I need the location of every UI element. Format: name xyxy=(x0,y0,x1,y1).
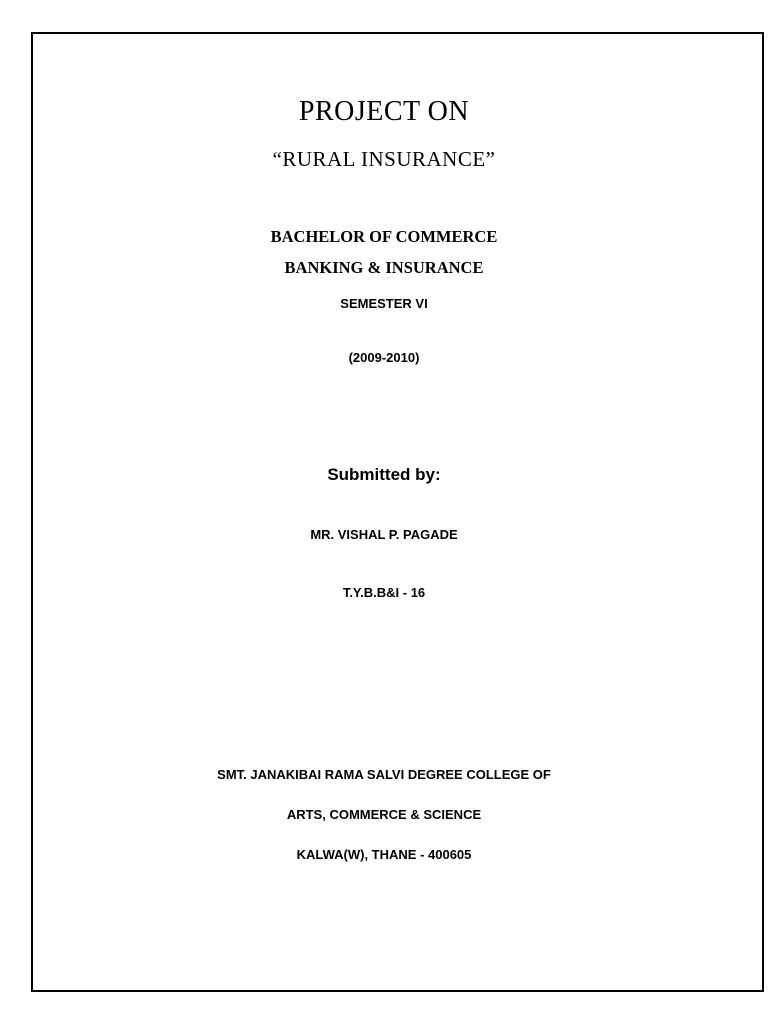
semester-label: SEMESTER VI xyxy=(340,296,428,311)
submitted-by-heading: Submitted by: xyxy=(327,465,441,484)
academic-year: (2009-2010) xyxy=(348,350,420,365)
project-title: PROJECT ON xyxy=(298,96,470,127)
project-subtitle: “RURAL INSURANCE” xyxy=(272,147,496,171)
college-name-line-2: ARTS, COMMERCE & SCIENCE xyxy=(286,807,482,822)
degree-name: BACHELOR OF COMMERCE xyxy=(270,227,498,246)
college-address: KALWA(W), THANE - 400605 xyxy=(296,847,472,862)
student-name: MR. VISHAL P. PAGADE xyxy=(310,527,458,542)
roll-number: T.Y.B.B&I - 16 xyxy=(342,585,426,600)
college-name-line-1: SMT. JANAKIBAI RAMA SALVI DEGREE COLLEGE OF xyxy=(217,767,551,782)
degree-stream: BANKING & INSURANCE xyxy=(284,258,484,277)
